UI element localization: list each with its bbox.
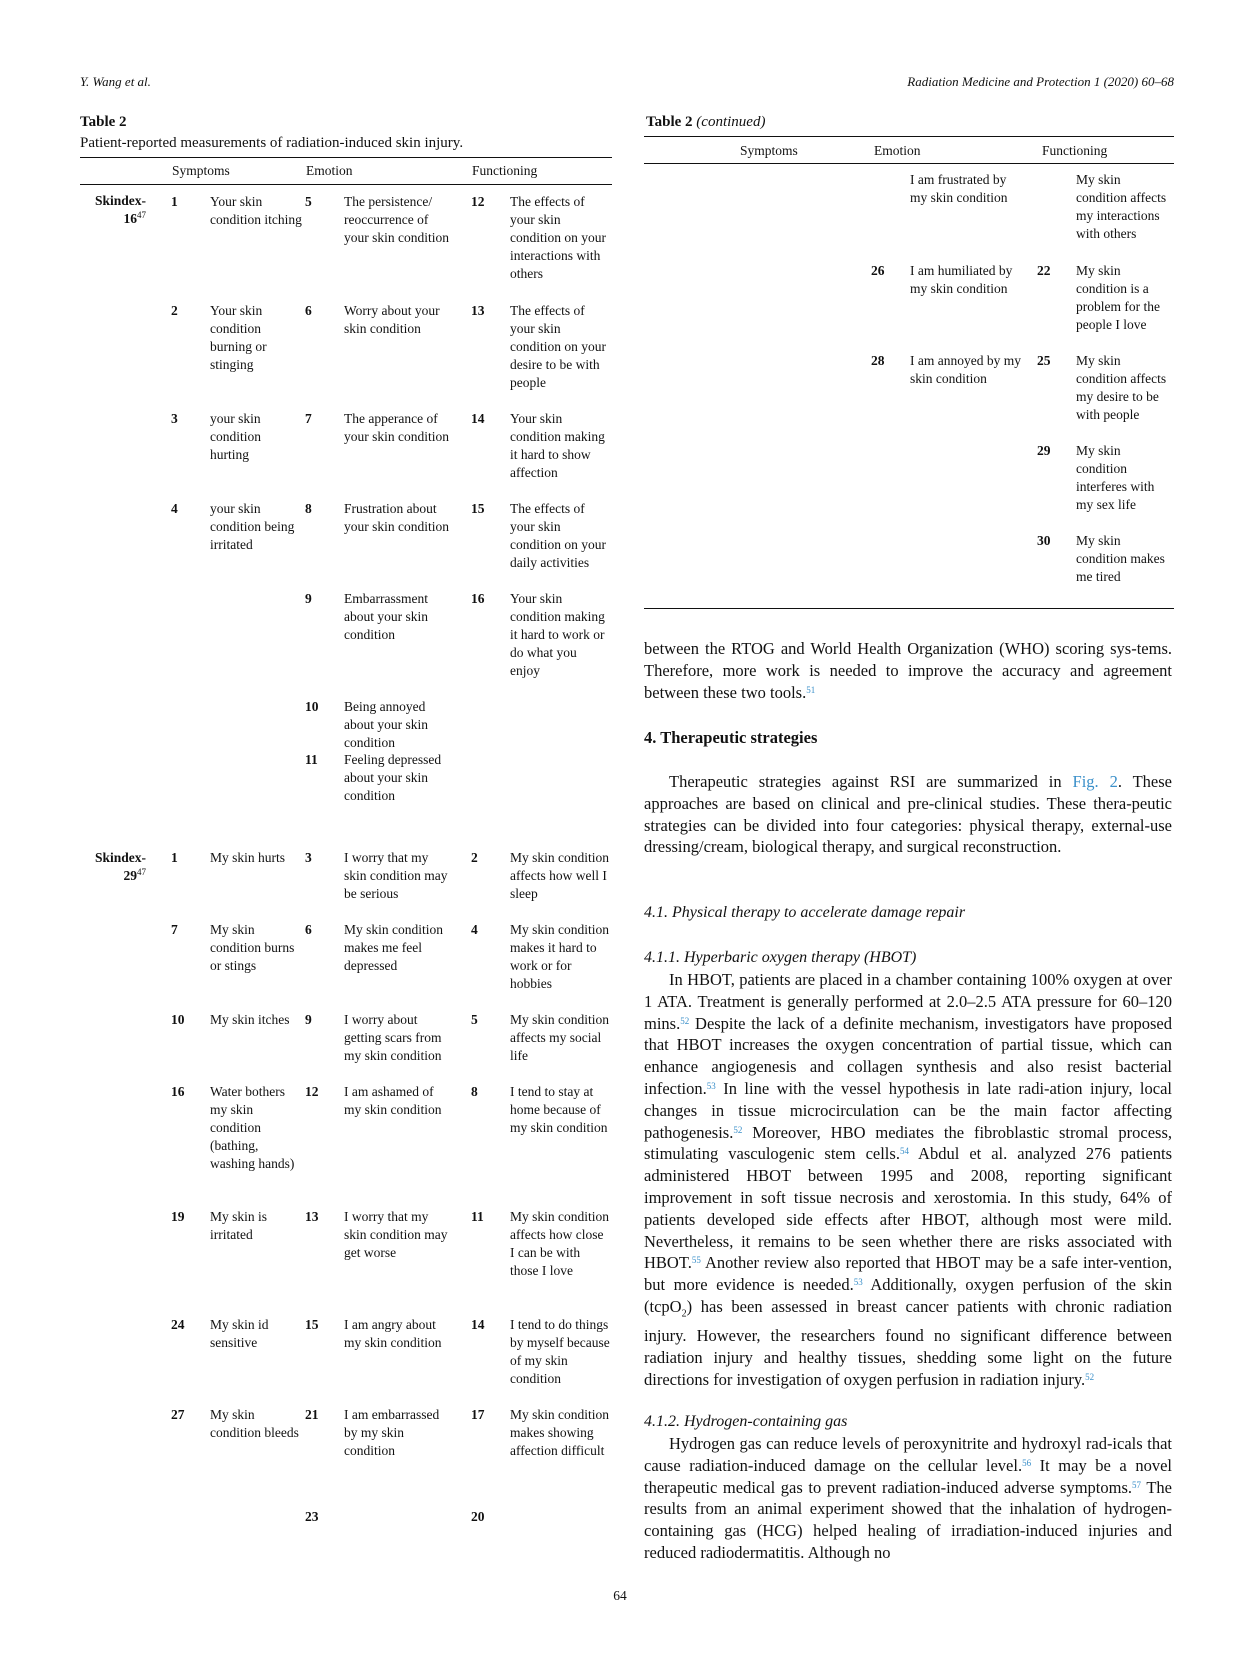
emotion-number: 21 bbox=[305, 1407, 319, 1422]
running-header-authors: Y. Wang et al. bbox=[80, 74, 151, 89]
functioning-number: 12 bbox=[471, 194, 485, 209]
citation[interactable]: 53 bbox=[853, 1277, 863, 1288]
running-header-journal: Radiation Medicine and Protection 1 (2020) 60–68 bbox=[907, 74, 1174, 89]
functioning-text: My skin condition interferes with my sex life bbox=[1076, 443, 1155, 512]
section-heading-4-1-2: 4.1.2. Hydrogen-containing gas bbox=[644, 1413, 848, 1430]
text: In line with the vessel hypothesis in late radi-ation injury, local changes in tissue microcirculation can be the main factor affecting pathogenesis. bbox=[644, 1078, 1172, 1142]
functioning-number: 14 bbox=[471, 411, 485, 426]
text: Moreover, HBO mediates the fibroblastic stromal process, stimulating vasculogenic stem cells. bbox=[644, 1122, 1172, 1164]
emotion-number: 6 bbox=[305, 303, 312, 318]
citation[interactable]: 51 bbox=[806, 684, 816, 695]
functioning-text: My skin condition affects my social life bbox=[510, 1012, 610, 1063]
functioning-number: 22 bbox=[1037, 263, 1051, 278]
section-heading-4: 4. Therapeutic strategies bbox=[644, 728, 818, 747]
table-top-rule bbox=[80, 157, 612, 158]
symptom-text: Water bothers my skin condition (bathing, washing hands) bbox=[210, 1084, 295, 1171]
text: Additionally, oxygen perfusion of the skin (tcpO bbox=[644, 1275, 1172, 1316]
emotion-text: I worry that my skin condition may be serious bbox=[344, 850, 448, 901]
emotion-text: Worry about your skin condition bbox=[344, 303, 440, 336]
section-label-text: Skindex- bbox=[94, 850, 146, 865]
text: The results from an animal experiment showed that the inhalation of hydrogen-containing gas (HCG) helped healing of irradiation-induced injuries and reduced radiodermatitis. Although no bbox=[644, 1477, 1173, 1562]
emotion-number: 28 bbox=[871, 353, 885, 368]
citation[interactable]: 57 bbox=[1132, 1479, 1142, 1490]
symptom-text: Your skin condition itching bbox=[210, 194, 302, 227]
emotion-number: 12 bbox=[305, 1084, 319, 1099]
emotion-number: 5 bbox=[305, 194, 312, 209]
emotion-number: 7 bbox=[305, 411, 312, 426]
functioning-text: My skin condition affects how well I sleep bbox=[510, 850, 610, 901]
citation[interactable]: 55 bbox=[691, 1255, 701, 1266]
symptom-text: My skin id sensitive bbox=[210, 1317, 269, 1350]
symptom-text: Your skin condition burning or stinging bbox=[210, 303, 267, 372]
emotion-text: I am frustrated by my skin condition bbox=[910, 172, 1008, 205]
symptom-text: your skin condition being irritated bbox=[210, 501, 295, 552]
functioning-text: I tend to do things by myself because of my skin condition bbox=[510, 1317, 610, 1386]
functioning-text: The effects of your skin condition on your interactions with others bbox=[510, 194, 606, 281]
text: Therapeutic strategies against RSI are summarized in bbox=[669, 772, 1073, 791]
section-heading-4-1-1: 4.1.1. Hyperbaric oxygen therapy (HBOT) bbox=[644, 949, 917, 966]
emotion-text: I am annoyed by my skin condition bbox=[910, 353, 1021, 386]
functioning-text: Your skin condition making it hard to work or do what you enjoy bbox=[510, 591, 605, 678]
section-ref: 47 bbox=[137, 867, 146, 877]
symptom-number: 16 bbox=[171, 1084, 185, 1099]
emotion-text: Frustration about your skin condition bbox=[344, 501, 449, 534]
section-heading-4-1: 4.1. Physical therapy to accelerate damage repair bbox=[644, 904, 966, 921]
paragraph-who-scoring bbox=[644, 638, 1172, 703]
citation[interactable]: 52 bbox=[680, 1015, 690, 1026]
emotion-number: 15 bbox=[305, 1317, 319, 1332]
text: Despite the lack of a definite mechanism, investigators have proposed that HBOT increases the oxygen concentration of partial tissue, which can enhance angiogenesis and collagen synthesis and also resist bacterial infection. bbox=[644, 1013, 1172, 1098]
table-header-rule bbox=[80, 184, 612, 185]
emotion-number: 13 bbox=[305, 1209, 319, 1224]
col-header-emotion: Emotion bbox=[306, 163, 353, 178]
emotion-text: I am ashamed of my skin condition bbox=[344, 1084, 442, 1117]
emotion-number: 6 bbox=[305, 922, 312, 937]
citation[interactable]: 56 bbox=[1022, 1457, 1032, 1468]
functioning-number: 20 bbox=[471, 1509, 485, 1524]
emotion-text: The apperance of your skin condition bbox=[344, 411, 449, 444]
functioning-number: 30 bbox=[1037, 533, 1051, 548]
functioning-text: I tend to stay at home because of my skin condition bbox=[510, 1084, 608, 1135]
functioning-text: The effects of your skin condition on your desire to be with people bbox=[510, 303, 606, 390]
emotion-text: I am angry about my skin condition bbox=[344, 1317, 442, 1350]
text: It may be a novel therapeutic medical gas to prevent radiation-induced adverse symptoms. bbox=[644, 1455, 1172, 1497]
section-label-skindex29 bbox=[74, 849, 146, 885]
functioning-number: 4 bbox=[471, 922, 478, 937]
emotion-text: I worry that my skin condition may get worse bbox=[344, 1209, 448, 1260]
text: ) has been assessed in breast cancer patients with chronic radiation injury. However, the researchers found no significant difference between radiation injury and healthy tissues, shedding some light on the future directions for investigation of oxygen perfusion in radiation injury. bbox=[644, 1296, 1172, 1389]
functioning-text: My skin condition is a problem for the people I love bbox=[1076, 263, 1160, 332]
emotion-number: 10 bbox=[305, 699, 319, 714]
functioning-text: My skin condition makes me tired bbox=[1076, 533, 1165, 584]
citation[interactable]: 52 bbox=[1085, 1371, 1095, 1382]
emotion-text: The persistence/ reoccurrence of your skin condition bbox=[344, 194, 449, 245]
paragraph-therapeutic-strategies bbox=[644, 771, 1172, 858]
emotion-number: 3 bbox=[305, 850, 312, 865]
emotion-number: 9 bbox=[305, 1012, 312, 1027]
paragraph-hydrogen bbox=[644, 1433, 1172, 1564]
functioning-number: 13 bbox=[471, 303, 485, 318]
emotion-text: Feeling depressed about your skin condition bbox=[344, 752, 442, 803]
col-header-functioning: Functioning bbox=[1042, 143, 1108, 158]
section-label-num: 16 bbox=[123, 211, 137, 226]
symptom-number: 4 bbox=[171, 501, 178, 516]
functioning-text: Your skin condition making it hard to show affection bbox=[510, 411, 605, 480]
functioning-number: 17 bbox=[471, 1407, 485, 1422]
symptom-number: 19 bbox=[171, 1209, 185, 1224]
text: between the RTOG and World Health Organization (WHO) scoring sys-tems. Therefore, more work is needed to improve the accuracy and agreement between these two tools. bbox=[644, 639, 1172, 702]
table-bottom-rule bbox=[644, 608, 1174, 609]
emotion-number: 9 bbox=[305, 591, 312, 606]
table-caption: Patient-reported measurements of radiation-induced skin injury. bbox=[80, 135, 464, 151]
functioning-number: 15 bbox=[471, 501, 485, 516]
section-label-skindex16 bbox=[74, 192, 146, 228]
citation[interactable]: 53 bbox=[706, 1080, 716, 1091]
symptom-text: My skin condition burns or stings bbox=[210, 922, 295, 973]
text: In HBOT, patients are placed in a chamber containing 100% oxygen at over 1 ATA. Treatment is generally performed at 2.0–2.5 ATA pressure for 60–120 mins. bbox=[644, 970, 1172, 1033]
symptom-number: 2 bbox=[171, 303, 178, 318]
functioning-number: 11 bbox=[471, 1209, 484, 1224]
emotion-text: My skin condition makes me feel depressed bbox=[344, 922, 444, 973]
emotion-text: I worry about getting scars from my skin condition bbox=[344, 1012, 442, 1063]
functioning-number: 8 bbox=[471, 1084, 478, 1099]
paragraph-hbot bbox=[644, 969, 1172, 1390]
emotion-number: 11 bbox=[305, 752, 318, 767]
table-title-text: Table 2 bbox=[646, 114, 693, 130]
functioning-number: 14 bbox=[471, 1317, 485, 1332]
page-number: 64 bbox=[613, 1588, 627, 1603]
symptom-text: My skin condition bleeds bbox=[210, 1407, 299, 1440]
functioning-text: My skin condition affects how close I can be with those I love bbox=[510, 1209, 610, 1278]
text: Another review also reported that HBOT may be a safe inter-vention, but more evidence is needed. bbox=[644, 1253, 1172, 1295]
functioning-text: My skin condition makes it hard to work or for hobbies bbox=[510, 922, 610, 991]
emotion-number: 8 bbox=[305, 501, 312, 516]
symptom-number: 7 bbox=[171, 922, 178, 937]
emotion-text: Being annoyed about your skin condition bbox=[344, 699, 428, 750]
table-top-rule bbox=[644, 136, 1174, 137]
col-header-functioning: Functioning bbox=[472, 163, 538, 178]
symptom-number: 1 bbox=[171, 194, 178, 209]
col-header-symptoms: Symptoms bbox=[740, 143, 798, 158]
emotion-number: 26 bbox=[871, 263, 885, 278]
symptom-number: 1 bbox=[171, 850, 178, 865]
symptom-number: 10 bbox=[171, 1012, 185, 1027]
functioning-number: 2 bbox=[471, 850, 478, 865]
col-header-emotion: Emotion bbox=[874, 143, 921, 158]
text: Abdul et al. analyzed 276 patients administered HBOT between 1995 and 2008, reporting significant improvement in soft tissue necrosis and xerostomia. In this study, 64% of patients developed side effects after HBOT, although most were mild. Nevertheless, it remains to be seen whether there are risks associated with HBOT. bbox=[644, 1144, 1172, 1273]
functioning-text: My skin condition affects my desire to be with people bbox=[1076, 353, 1167, 422]
text: Hydrogen gas can reduce levels of peroxynitrite and hydroxyl rad-icals that cause radiation-induced damage on the cellular level. bbox=[644, 1434, 1172, 1475]
symptom-number: 24 bbox=[171, 1317, 185, 1332]
subscript: 2 bbox=[681, 1308, 687, 1320]
table-header-rule bbox=[644, 163, 1174, 164]
citation[interactable]: 54 bbox=[899, 1146, 909, 1157]
symptom-text: My skin hurts bbox=[210, 850, 286, 865]
section-label-num: 29 bbox=[123, 868, 137, 883]
col-header-symptoms: Symptoms bbox=[172, 163, 230, 178]
emotion-text: I am humiliated by my skin condition bbox=[910, 263, 1013, 296]
symptom-number: 27 bbox=[171, 1407, 185, 1422]
table-title bbox=[646, 114, 765, 131]
functioning-text: The effects of your skin condition on your daily activities bbox=[510, 501, 606, 570]
functioning-text: My skin condition makes showing affection difficult bbox=[510, 1407, 610, 1458]
text: . These approaches are based on clinical and pre-clinical studies. These thera-peutic strategies can be divided into four categories: physical therapy, external-use dressing/cream, biological therapy, and surgical reconstruction. bbox=[644, 772, 1172, 857]
section-ref: 47 bbox=[137, 210, 146, 220]
functioning-text: My skin condition affects my interactions with others bbox=[1076, 172, 1167, 241]
section-label-text: Skindex- bbox=[94, 193, 146, 208]
symptom-text: your skin condition hurting bbox=[210, 411, 261, 462]
symptom-text: My skin is irritated bbox=[210, 1209, 268, 1242]
functioning-number: 29 bbox=[1037, 443, 1051, 458]
figure-link[interactable]: Fig. 2 bbox=[1072, 772, 1118, 791]
table-title: Table 2 bbox=[80, 114, 127, 130]
symptom-number: 3 bbox=[171, 411, 178, 426]
emotion-text: I am embarrassed by my skin condition bbox=[344, 1407, 440, 1458]
functioning-number: 25 bbox=[1037, 353, 1051, 368]
emotion-number: 23 bbox=[305, 1509, 319, 1524]
emotion-text: Embarrassment about your skin condition bbox=[344, 591, 428, 642]
table-title-continued: (continued) bbox=[696, 114, 766, 130]
symptom-text: My skin itches bbox=[210, 1012, 290, 1027]
citation[interactable]: 52 bbox=[733, 1124, 743, 1135]
functioning-number: 5 bbox=[471, 1012, 478, 1027]
functioning-number: 16 bbox=[471, 591, 485, 606]
